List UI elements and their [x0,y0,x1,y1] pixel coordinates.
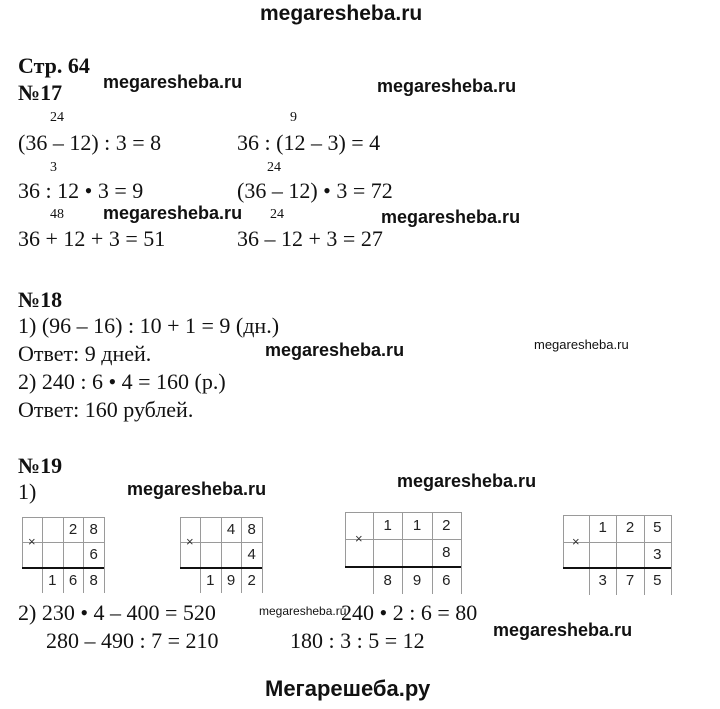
multiplication-table-2 [180,517,262,593]
task19-part2-left-2: 280 – 490 : 7 = 210 [46,628,219,653]
watermark: megaresheba.ru [265,340,405,360]
task19-part2-left-1: 2) 230 • 4 – 400 = 520 [18,600,216,625]
table-digit: 3 [653,545,662,563]
table-digit [373,539,402,566]
task19-title: №19 [18,453,63,478]
multiply-sign: × [186,534,194,549]
watermark: megaresheba.ru [103,203,243,223]
table-digit: 6 [442,571,451,589]
table-digit [42,542,63,567]
task17-row3-left-sup: 48 [50,207,64,222]
multiply-sign: × [572,534,580,549]
table-digit: 2 [247,571,256,589]
task18-line1: 1) (96 – 16) : 10 + 1 = 9 (дн.) [18,313,280,338]
table-digit: 8 [442,544,451,562]
table-digit: 9 [226,571,236,589]
task19-part2-right-2: 180 : 3 : 5 = 12 [290,628,425,653]
table-digit: 6 [68,571,78,589]
task19-part1-label: 1) [18,479,37,504]
watermark: megaresheba.ru [377,76,517,96]
task17-title: №17 [18,80,63,105]
table-digit: 9 [412,571,422,589]
table-digit [42,517,63,542]
table-digit [589,542,616,569]
grid-line [563,515,564,568]
task18-line3: 2) 240 : 6 • 4 = 160 (р.) [18,369,226,394]
table-digit [63,542,84,567]
grid-line [671,515,672,595]
watermark: megaresheba.ru [534,337,629,352]
page-label: Стр. 64 [18,53,90,78]
table-digit: 1 [383,517,392,534]
table-digit [402,539,431,566]
task18-line2: Ответ: 9 дней. [18,341,152,366]
table-digit: 1 [598,519,607,536]
table-digit: 4 [247,546,256,564]
grid-line [180,517,181,568]
table-digit: 1 [412,517,422,534]
task17-row3-right-sup: 24 [270,207,284,222]
table-digit [616,542,643,569]
table-digit: 6 [89,546,98,564]
watermark: megaresheba.ru [259,604,347,618]
grid-line [262,517,263,593]
task17-row2-right-sup: 24 [267,160,281,175]
table-digit [221,542,242,567]
table-digit [200,517,221,542]
watermark-top: megaresheba.ru [260,2,423,25]
grid-line [461,512,462,594]
multiplication-table-3 [345,512,461,594]
watermark: megaresheba.ru [127,479,267,499]
grid-line [345,512,346,567]
table-digit: 8 [383,571,392,589]
task17-row3-left: 36 + 12 + 3 = 51 [18,226,166,251]
watermark: megaresheba.ru [103,72,243,92]
table-digit: 2 [442,517,451,534]
task17-row1-right: 36 : (12 – 3) = 4 [237,130,381,155]
table-digit: 8 [89,571,98,589]
task17-row2-left-sup: 3 [50,160,57,175]
table-digit: 3 [598,572,607,590]
table-digit: 2 [625,519,635,536]
table-digit: 8 [89,521,98,538]
watermark-bottom: Мегарешеба.ру [265,676,431,701]
table-digit: 1 [48,571,57,589]
table-digit: 7 [625,572,635,590]
watermark: megaresheba.ru [397,471,537,491]
task17-row2-left: 36 : 12 • 3 = 9 [18,178,144,203]
watermark: megaresheba.ru [381,207,521,227]
multiply-sign: × [28,534,36,549]
multiplication-table-1 [22,517,104,593]
task17-row2-right: (36 – 12) • 3 = 72 [237,178,393,203]
table-digit: 5 [653,519,662,536]
table-digit: 8 [247,521,256,538]
multiplication-table-4 [563,515,671,595]
table-digit: 4 [226,521,236,538]
table-digit: 5 [653,572,662,590]
task17-row3-right: 36 – 12 + 3 = 27 [237,226,383,251]
grid-line [104,517,105,593]
watermark: megaresheba.ru [493,620,633,640]
task17-row1-left-sup: 24 [50,110,64,125]
task18-title: №18 [18,287,63,312]
table-digit: 1 [206,571,215,589]
task19-part2-right-1: 240 • 2 : 6 = 80 [341,600,478,625]
task17-row1-right-sup: 9 [290,110,297,125]
grid-line [22,517,23,568]
multiply-sign: × [355,531,363,546]
task17-row1-left: (36 – 12) : 3 = 8 [18,130,162,155]
table-digit: 2 [68,521,78,538]
table-digit [200,542,221,567]
task18-line4: Ответ: 160 рублей. [18,397,194,422]
